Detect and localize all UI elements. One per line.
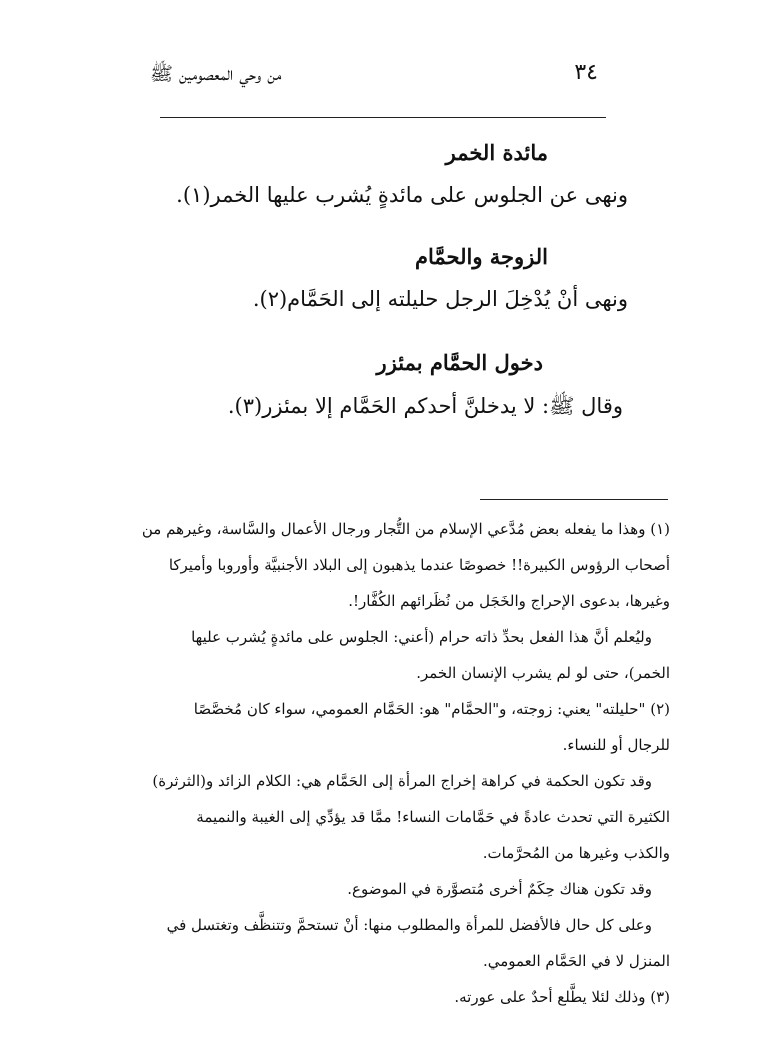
footnote-line: المنزل لا في الحَمَّام العمومي. [482, 952, 670, 970]
footnote-line: الخمر)، حتى لو لم يشرب الإنسان الخمر. [416, 664, 670, 682]
section-heading: مائدة الخمر [445, 140, 548, 165]
footnote-line: وقد تكون الحكمة في كراهة إخراج المرأة إلى الحَمَّام هي: الكلام الزائد و(الثرثرة) [152, 772, 652, 790]
page-header [150, 58, 606, 92]
running-title: من وحي المعصومين ﷺ [150, 63, 282, 85]
footnote-separator [480, 499, 668, 500]
section-text: ونهى عن الجلوس على مائدةٍ يُشرب عليها الخمر(١). [176, 183, 628, 207]
section-bathhouse-wrap [100, 350, 623, 424]
section-text: ونهى أنْ يُدْخِلَ الرجل حليلته إلى الحَمَّام(٢). [252, 287, 628, 311]
footnote-line: أصحاب الرؤوس الكبيرة!! خصوصًا عندما يذهبون إلى البلاد الأجنبيَّة وأوروبا وأميركا [168, 556, 670, 574]
footnote-line: (١) وهذا ما يفعله بعض مُدَّعي الإسلام من التُّجار ورجال الأعمال والسَّاسة، وغيرهم من [141, 520, 670, 538]
footnote-line: للرجال أو للنساء. [562, 736, 670, 754]
footnote-line: وعلى كل حال فالأفضل للمرأة والمطلوب منها: أنْ تستحمَّ وتتنظَّف وتغتسل في [166, 916, 652, 934]
footnotes [82, 511, 670, 1015]
section-wife-bathhouse [100, 244, 628, 311]
footnote-line: الكثيرة التي تحدث عادةً في حَمَّامات النساء! ممَّا قد يؤدِّي إلى الغيبة والنميمة [196, 808, 670, 826]
footnote-line: (٣) وذلك لئلا يطَّلع أحدٌ على عورته. [454, 988, 670, 1006]
section-text: وقال ﷺ: لا يدخلنَّ أحدكم الحَمَّام إلا بمئزر(٣). [227, 394, 623, 418]
footnote-line: (٢) "حليلته" يعني: زوجته، و"الحمَّام" هو: الحَمَّام العمومي، سواء كان مُخصَّصًا [193, 700, 670, 718]
section-wine-table [100, 140, 628, 207]
header-rule [160, 117, 606, 118]
footnote-line: وغيرها، بدعوى الإحراج والخَجَل من نُظَرائهم الكُفَّار!. [348, 592, 670, 610]
section-heading: الزوجة والحمَّام [415, 244, 548, 269]
page-number: ٣٤ [574, 60, 598, 85]
footnote-line: والكذب وغيرها من المُحرَّمات. [482, 844, 670, 862]
footnote-line: وقد تكون هناك حِكَمٌ أخرى مُتصوَّرة في الموضوع. [347, 880, 652, 898]
footnote-line: وليُعلم أنَّ هذا الفعل بحدِّ ذاته حرام (أعني: الجلوس على مائدةٍ يُشرب عليها [191, 628, 652, 646]
section-heading: دخول الحمَّام بمئزر [376, 350, 543, 375]
